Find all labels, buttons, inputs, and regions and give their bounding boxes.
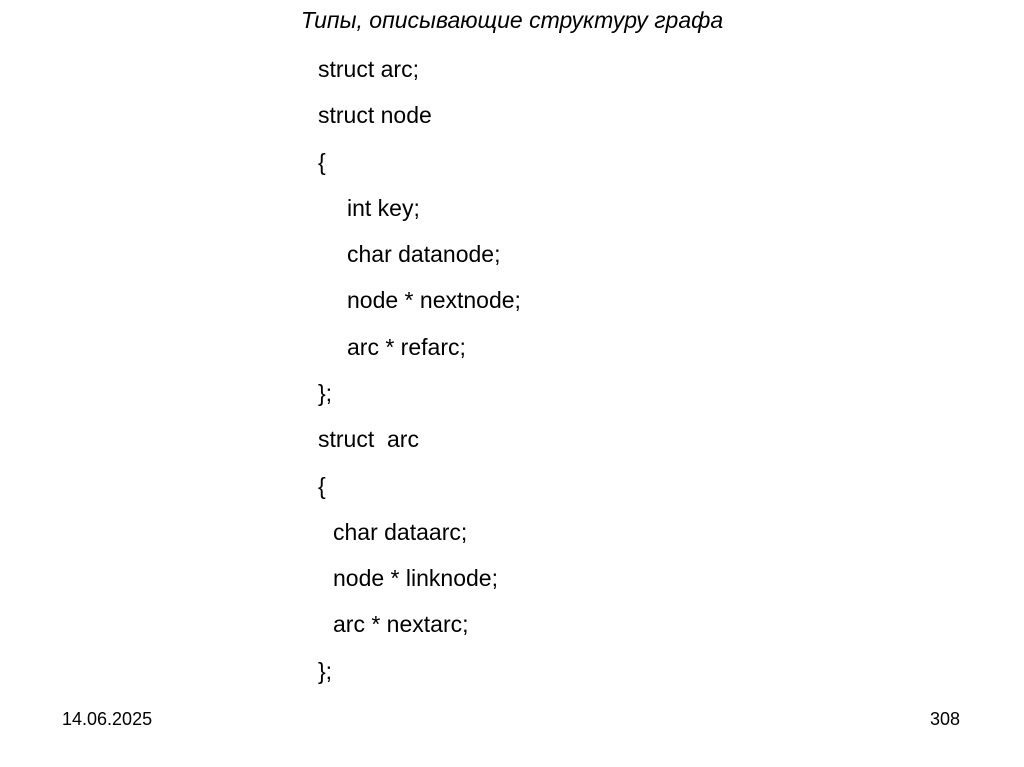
code-line-14: }; [318, 658, 333, 684]
footer-date: 14.06.2025 [62, 709, 153, 729]
code-line-8: }; [318, 380, 333, 406]
code-line-2: struct node [318, 102, 432, 128]
slide-title: Типы, описывающие структуру графа [300, 7, 724, 33]
code-line-6: node * nextnode; [347, 287, 521, 313]
code-line-5: char datanode; [347, 241, 501, 267]
code-line-13: arc * nextarc; [333, 611, 469, 637]
code-line-9: struct arc [318, 426, 419, 452]
code-line-3: { [318, 149, 326, 175]
page-number: 308 [930, 709, 961, 729]
code-line-10: { [318, 473, 326, 499]
code-line-4: int key; [347, 195, 420, 221]
code-line-7: arc * refarc; [347, 334, 466, 360]
code-line-1: struct arc; [318, 56, 419, 82]
code-line-11: char dataarc; [333, 519, 468, 545]
code-line-12: node * linknode; [333, 565, 498, 591]
